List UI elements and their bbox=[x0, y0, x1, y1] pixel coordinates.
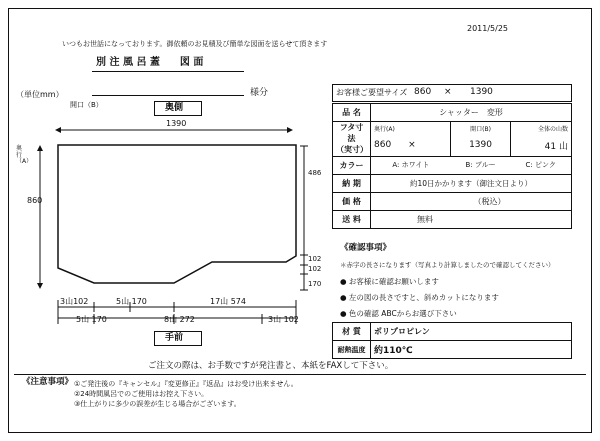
customer-suffix: 様分 bbox=[250, 88, 269, 98]
requested-height: 1390 bbox=[470, 87, 493, 97]
confirm-item-1: ＊赤字の長さになります（写真より計算しましたので確認してください） bbox=[340, 261, 555, 269]
count-val: 41 山 bbox=[510, 135, 571, 156]
depth-val: 860 bbox=[374, 140, 392, 151]
product-value: シャッター 変形 bbox=[371, 104, 572, 122]
order-note-rule bbox=[14, 374, 586, 375]
shipping-label: 送 料 bbox=[333, 210, 371, 228]
right-dim-486: 486 bbox=[308, 169, 322, 177]
page-title: 別 注 風 呂 蓋 図 面 bbox=[96, 57, 204, 68]
right-dim-102a: 102 bbox=[308, 255, 322, 263]
color-label: カラー bbox=[333, 156, 371, 174]
requested-size-label: お客様ご要望サイズ bbox=[336, 88, 408, 97]
heat-value: 約110℃ bbox=[371, 341, 572, 359]
material-table bbox=[332, 322, 572, 359]
bottom-dim-row2-c: 3山 102 bbox=[268, 315, 299, 324]
spec-table bbox=[332, 103, 572, 229]
bottom-dim-row1-a: 3山102 bbox=[60, 297, 89, 306]
actual-size-label: フタ寸法 bbox=[339, 123, 364, 144]
open-val: 1390 bbox=[451, 135, 511, 156]
depth-cell bbox=[371, 135, 451, 156]
actual-size-sub: （実寸） bbox=[336, 145, 368, 155]
depth-label: 奥行（A） bbox=[16, 145, 33, 166]
note-item-1: ①ご発注後の『キャンセル』『変更修正』『返品』はお受け出来ません。 bbox=[74, 380, 298, 388]
depth-value: 860 bbox=[27, 196, 43, 205]
bottom-dim-row1-c: 17山 574 bbox=[210, 297, 246, 306]
right-dim-102b: 102 bbox=[308, 265, 322, 273]
color-option-c: C: ピンク bbox=[510, 156, 571, 174]
actual-size-cell bbox=[333, 122, 371, 157]
requested-width: 860 bbox=[414, 87, 432, 97]
confirm-title: 《確認事項》 bbox=[340, 243, 392, 253]
count-head: 全体の山数 bbox=[510, 122, 571, 136]
x-sign: × bbox=[408, 140, 416, 151]
shipping-value: 無料 bbox=[371, 210, 572, 228]
confirm-item-3: ● 左の図の長さですと、斜めカットになります bbox=[340, 293, 499, 302]
width-value: 1390 bbox=[166, 119, 187, 128]
heat-label: 耐熱温度 bbox=[333, 341, 371, 359]
confirm-item-2: ● お客様に確認お願いします bbox=[340, 277, 439, 286]
delivery-label: 納 期 bbox=[333, 174, 371, 192]
material-label: 材 質 bbox=[333, 323, 371, 341]
date: 2011/5/25 bbox=[467, 24, 509, 33]
back-side-label: 奥側 bbox=[165, 103, 184, 113]
order-note: ご注文の際は、お手数ですが発注書と、本紙をFAXして下さい。 bbox=[148, 361, 394, 371]
price-label: 価 格 bbox=[333, 192, 371, 210]
color-option-a: A: ホワイト bbox=[371, 156, 451, 174]
greeting: いつもお世話になっております。御依頼のお見積及び簡単な図面を送らせて頂きます bbox=[62, 40, 328, 48]
requested-times: × bbox=[444, 87, 452, 97]
material-value: ポリプロピレン bbox=[371, 323, 572, 341]
front-side-label: 手前 bbox=[165, 333, 184, 343]
bottom-dim-row2-a: 5山 170 bbox=[76, 315, 107, 324]
color-option-b: B: ブルー bbox=[451, 156, 511, 174]
unit-label: （単位mm） bbox=[16, 90, 64, 99]
confirm-item-4: ● 色の確認 ABCからお選び下さい bbox=[340, 309, 457, 318]
price-value: （税込） bbox=[371, 192, 572, 210]
right-dim-170: 170 bbox=[308, 280, 322, 288]
note-item-3: ③仕上がりに多少の誤差が生じる場合がございます。 bbox=[74, 400, 241, 408]
note-item-2: ②24時間風呂でのご使用はお控え下さい。 bbox=[74, 390, 209, 398]
bottom-dim-row1-b: 5山 170 bbox=[116, 297, 147, 306]
bottom-dim-row2-b: 8山 272 bbox=[164, 315, 195, 324]
product-label: 品 名 bbox=[333, 104, 371, 122]
depth-head: 奥行(A) bbox=[371, 122, 451, 136]
open-head: 開口(B) bbox=[451, 122, 511, 136]
opening-label: 開口（B） bbox=[70, 101, 103, 109]
notes-title: 《注意事項》 bbox=[22, 377, 74, 387]
delivery-value: 約10日かかります（御注文日より） bbox=[371, 174, 572, 192]
